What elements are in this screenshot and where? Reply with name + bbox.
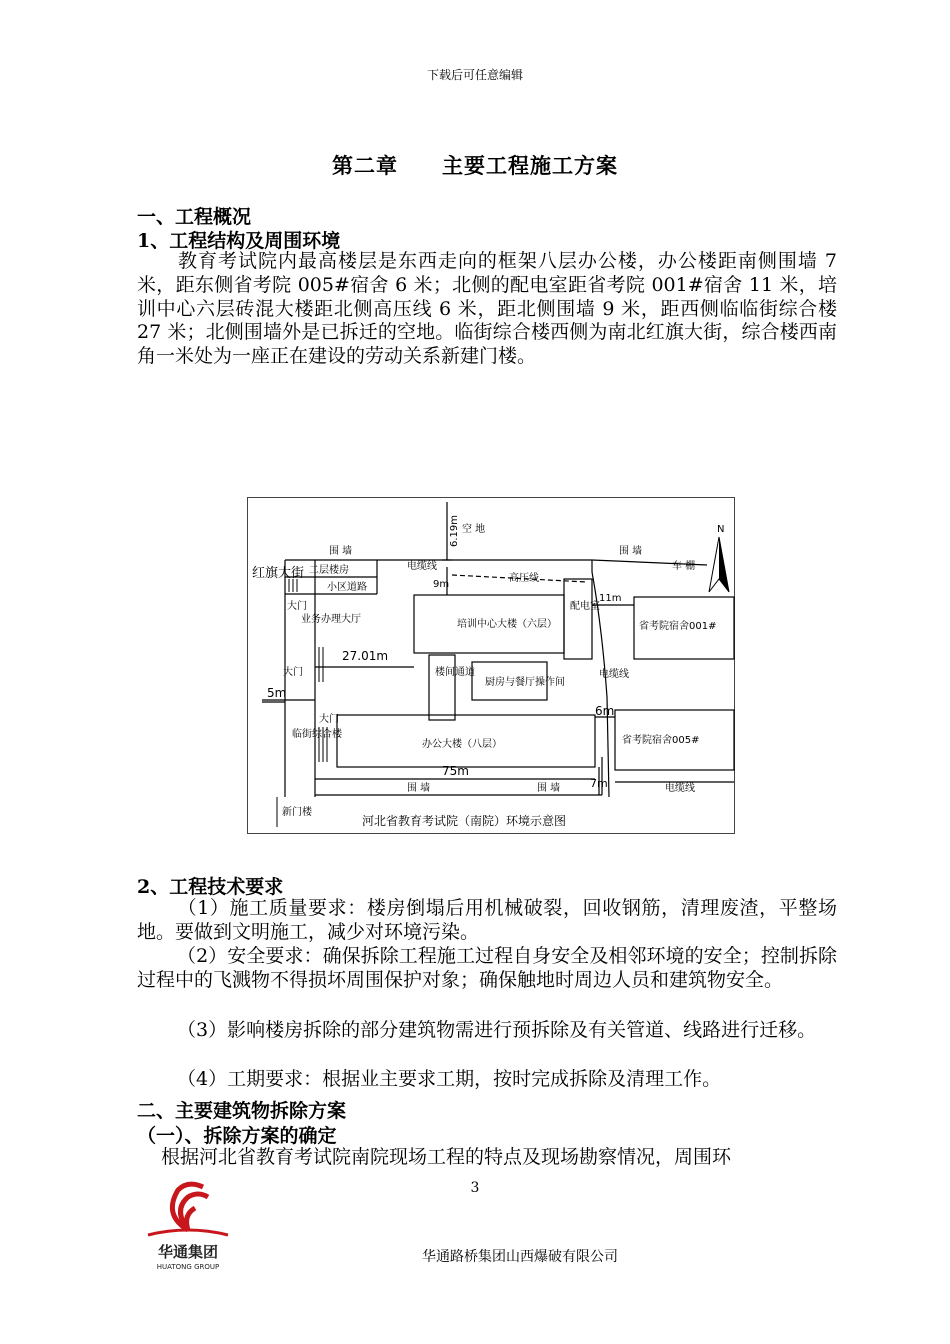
label-dim-5: 5m: [267, 686, 287, 700]
requirement-3: （3）影响楼房拆除的部分建筑物需进行预拆除及有关管道、线路进行迁移。: [177, 1019, 817, 1041]
label-alley: 小区道路: [327, 582, 367, 593]
requirement-1: （1）施工质量要求：楼房倒塌后用机械破裂，回收钢筋，清理废渣，平整场地。要做到文明施工，减少对环境污染。: [137, 897, 837, 943]
label-wall-s1: 围 墙: [407, 783, 431, 794]
label-cable-e: 电缆线: [599, 669, 629, 680]
company-name: 华通路桥集团山西爆破有限公司: [422, 1249, 618, 1265]
label-dorm005: 省考院宿舍005#: [622, 735, 700, 746]
label-new-gate: 新门楼: [282, 807, 312, 818]
site-diagram: [247, 497, 735, 834]
label-cable-s: 电缆线: [665, 783, 695, 794]
chapter-number: 第二章: [332, 153, 398, 178]
label-service-hall: 业务办理大厅: [301, 614, 361, 625]
requirement-2: （2）安全要求：确保拆除工程施工过程自身安全及相邻环境的安全；控制拆除过程中的飞溅物不得损坏周围保护对象；确保触地时周边人员和建筑物安全。: [137, 945, 837, 991]
label-dim-2701: 27.01m: [342, 649, 389, 663]
section1-title: 一、工程概况: [137, 206, 252, 228]
diagram-caption: 河北省教育考试院（南院）环境示意图: [362, 814, 567, 828]
label-empty-land: 空 地: [462, 524, 486, 535]
label-shed: 车 棚: [672, 561, 696, 572]
logo-text-en: HUATONG GROUP: [156, 1263, 220, 1271]
label-cable-n: 电缆线: [407, 561, 437, 572]
section2-title: 二、主要建筑物拆除方案: [137, 1100, 347, 1122]
chapter-name: 主要工程施工方案: [442, 153, 618, 178]
label-kitchen: 厨房与餐厅操作间: [485, 677, 565, 688]
requirement-4: （4）工期要求：根据业主要求工期，按时完成拆除及清理工作。: [177, 1068, 722, 1090]
logo-text-cn: 华通集团: [157, 1243, 219, 1261]
label-gate-top: 大门: [287, 601, 307, 612]
label-dim-6: 6m: [595, 704, 615, 718]
label-power-room: 配电室: [570, 601, 600, 612]
label-office: 办公大楼（八层）: [422, 739, 502, 750]
chapter-title: [0, 150, 950, 180]
section1-sub2-title: 2、工程技术要求: [137, 876, 284, 898]
label-wall-nw: 围 墙: [329, 546, 353, 557]
label-dorm001: 省考院宿舍001#: [639, 621, 717, 632]
section1-sub1-title: 1、工程结构及周围环境: [137, 230, 341, 252]
label-hv-line: 高压线: [509, 573, 539, 584]
label-dim-11: 11m: [599, 593, 622, 604]
label-wall-ne: 围 墙: [619, 546, 643, 557]
section2-sub1-title: （一）、拆除方案的确定: [137, 1125, 337, 1147]
label-dim-619: 6.19m: [449, 514, 460, 547]
section1-sub1-text: 教育考试院内最高楼层是东西走向的框架八层办公楼，办公楼距南侧围墙 7 米，距东侧省考院 005#宿舍 6 米；北侧的配电室距省考院 001#宿舍 11 米，培训中心六层砖混大楼距北侧高压线 6 米，距北侧围墙 9 米，距西侧临临街综合楼 27 米；北侧围墙外是已拆迁的空地。临街综合楼西侧为南北红旗大街，综合楼西南角一米处为一座正在建设的劳动关系新建门楼。: [137, 250, 837, 368]
label-dim-7: 7m: [590, 777, 608, 790]
label-wall-s2: 围 墙: [537, 783, 561, 794]
label-street-bldg: 临街综合楼: [292, 729, 342, 740]
label-two-story: 二层楼房: [309, 565, 349, 576]
page-number: 3: [470, 1180, 480, 1196]
label-gate-mid: 大门: [319, 714, 339, 725]
label-hongqi: 红旗大街: [252, 566, 305, 581]
label-dim-75: 75m: [442, 764, 469, 778]
north-label: N: [717, 524, 725, 535]
section2-sub1-text: 根据河北省教育考试院南院现场工程的特点及现场勘察情况，周围环: [161, 1146, 732, 1168]
label-main-gate: 大门: [283, 667, 303, 678]
label-training: 培训中心大楼（六层）: [457, 619, 557, 630]
label-dim-9: 9m: [433, 579, 450, 590]
label-stair: 楼间通道: [435, 667, 475, 678]
header-note: 下载后可任意编辑: [426, 68, 523, 82]
